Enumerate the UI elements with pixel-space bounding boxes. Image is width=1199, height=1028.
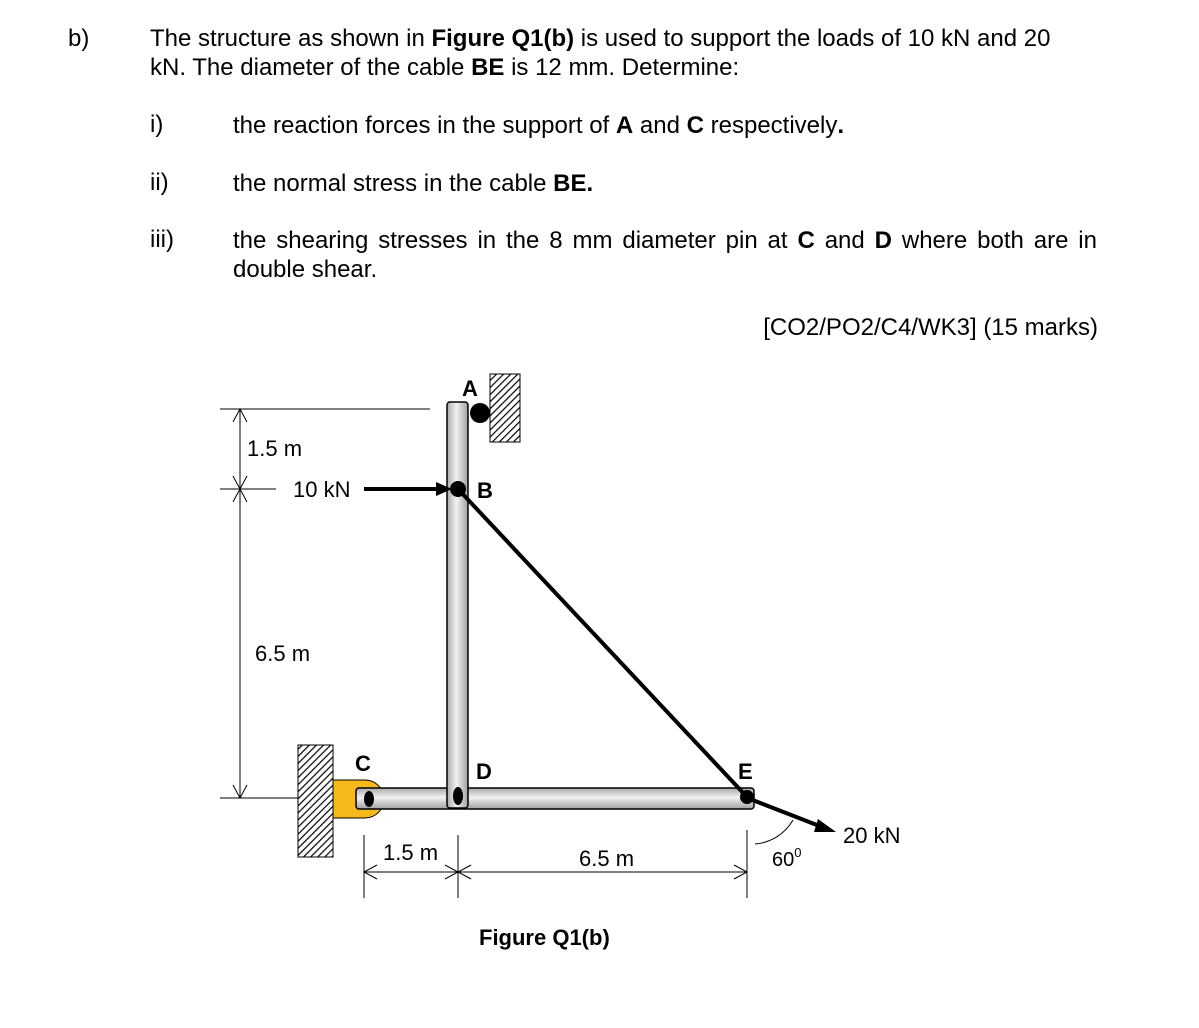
figure-reference: Figure Q1(b) (431, 25, 575, 52)
label-c: C (355, 751, 371, 776)
item-text: the shearing stresses in the 8 mm diameter pin at C and D where both are in (233, 227, 1097, 254)
pin-b (450, 481, 466, 497)
marks-label: [CO2/PO2/C4/WK3] (15 marks) (763, 314, 1098, 341)
figure-caption: Figure Q1(b) (479, 925, 610, 950)
item-text: the reaction forces in the support of A and C respectively. (233, 112, 845, 139)
intro-text: is used to support the loads of 10 kN and 20 (574, 25, 1051, 52)
dim-lower-vertical: 6.5 m (255, 641, 311, 666)
item-text: the normal stress in the cable BE. (233, 170, 594, 197)
load-arrow-20kn (750, 799, 822, 827)
pin-e (740, 790, 754, 804)
wall-support-c (298, 745, 333, 857)
label-b: B (477, 478, 493, 503)
item-text-continued: double shear. (233, 256, 378, 283)
angle-label: $60^0$ (772, 845, 802, 871)
pin-c (364, 791, 374, 807)
load-arrowhead-20kn (814, 819, 836, 832)
member-ad (447, 402, 468, 808)
intro-text: is 12 mm. Determine: (504, 54, 740, 81)
member-ce (356, 788, 754, 809)
pin-d (453, 787, 463, 805)
load-label-20kn: 20 kN (843, 823, 901, 848)
question-label: b) (68, 25, 90, 52)
item-number: i) (150, 111, 164, 138)
load-label-10kn: 10 kN (293, 477, 351, 502)
item-number: ii) (150, 169, 169, 196)
intro-text: kN. The diameter of the cable (150, 54, 472, 81)
angle-arc (755, 820, 793, 844)
label-a: A (462, 376, 478, 401)
cable-label: BE (471, 54, 505, 81)
item-number: iii) (150, 226, 174, 253)
label-e: E (738, 759, 753, 784)
dim-left-horizontal: 1.5 m (383, 840, 439, 865)
wall-support-a (490, 374, 520, 442)
dim-top-vertical: 1.5 m (247, 436, 303, 461)
cable-be (458, 489, 747, 797)
label-d: D (476, 759, 492, 784)
dim-right-horizontal: 6.5 m (579, 846, 635, 871)
vertical-dimensions (220, 409, 430, 798)
intro-text: The structure as shown in (150, 25, 432, 52)
roller-a (470, 403, 490, 423)
